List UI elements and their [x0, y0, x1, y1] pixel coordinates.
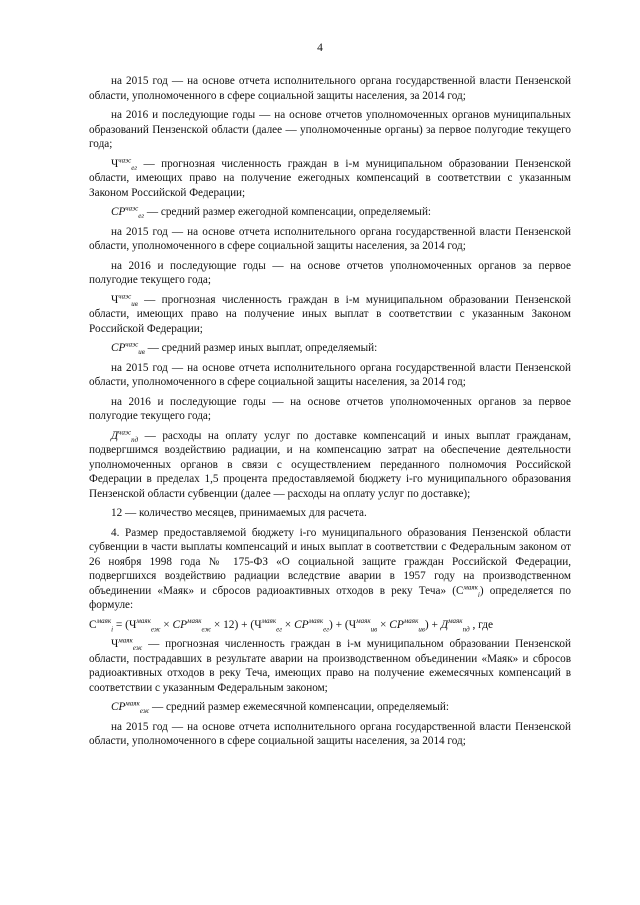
symbol-cp-ezh: $СР^{маяк}_{еж}$ [111, 699, 150, 716]
paragraph: на 2015 год — на основе отчета исполнительного органа государственной власти Пензенской области, уполномоченного в сфере социальной защиты населения, за 2014 год; [89, 361, 571, 388]
paragraph: на 2016 и последующие годы — на основе отчетов уполномоченных органов за первое полугодие текущего года; [89, 259, 571, 286]
symbol-cp-iv: $СР^{чаэс}_{ив}$ [111, 340, 145, 357]
paragraph-d-pd: $Д^{чаэс}_{пд}$ — расходы на оплату услуг по доставке компенсаций и иных выплат гражданам, подвергшимся воздействию радиации, и на компенсацию затрат на обеспечение деятельности уполномоченных органов в связи с осуществлением переданного полномочия Российской Федерации в пределах 1,5 процента предоставляемой бюджету i-го муниципального образования Пензенской области субвенции (далее — расходы на оплату услуг по доставке); [89, 427, 572, 500]
paragraph-cp-eg: $СР^{чаэс}_{ег}$ — средний размер ежегодной компенсации, определяемый: [111, 204, 432, 221]
page-number: 4 [317, 42, 323, 54]
paragraph-cp-ezh: $СР^{маяк}_{еж}$ — средний размер ежемесячной компенсации, определяемый: [111, 699, 449, 716]
paragraph-ch-ezh: $Ч^{маяк}_{еж}$ — прогнозная численность граждан в i-м муниципальном образовании Пензенской области, пострадавших в результате аварии на производственном объединении «Маяк» и сбросов радиоактивных отходов в реку Теча, имеющих право на получение ежемесячных компенсаций в соответствии с указанным Федеральным законом; [89, 636, 571, 694]
paragraph-ch-eg: $Ч^{чаэс}_{ег}$ — прогнозная численность граждан в i-м муниципальном образовании Пензенской области, имеющих право на получение ежегодных компенсаций в соответствии с указанным Законом Российской Федерации; [89, 155, 571, 199]
paragraph-cp-iv: $СР^{чаэс}_{ив}$ — средний размер иных выплат, определяемый: [111, 340, 378, 357]
symbol-ch-ezh: $Ч^{маяк}_{еж}$ [111, 636, 143, 653]
symbol-cp-eg: $СР^{чаэс}_{ег}$ [111, 204, 145, 221]
paragraph-item-4: 4. Размер предоставляемой бюджету i-го муниципального образования Пензенской области субвенции в части выплаты компенсаций и иных выплат в соответствии с Федеральным законом от 26 ноября 1998 года № 175-ФЗ «О социальной защите граждан Российской Федерации, подвергшихся воздействию радиации вследствие аварии в 1957 году на производственном объединении «Маяк» и сбросов радиоактивных отходов в реку Теча» $(С^{маяк}_i)$ определяется по формуле: [89, 526, 571, 611]
document-body [89, 74, 571, 754]
paragraph: на 2015 год — на основе отчета исполнительного органа государственной власти Пензенской области, уполномоченного в сфере социальной защиты населения, за 2014 год; [89, 75, 571, 102]
symbol-ch-iv: $Ч^{чаэс}_{ив}$ [111, 291, 138, 308]
paragraph: на 2016 и последующие годы — на основе отчетов уполномоченных органов за первое полугодие текущего года; [89, 395, 571, 422]
paragraph: на 2015 год — на основе отчета исполнительного органа государственной власти Пензенской области, уполномоченного в сфере социальной защиты населения, за 2014 год; [89, 720, 571, 747]
paragraph-ch-iv: $Ч^{чаэс}_{ив}$ — прогнозная численность граждан в i-м муниципальном образовании Пензенской области, имеющих право на получение иных выплат в соответствии с указанным Законом Российской Федерации; [89, 291, 571, 335]
symbol-c-i: $С^{маяк}_i$ [455, 582, 480, 599]
paragraph: на 2016 и последующие годы — на основе отчетов уполномоченных органов муниципальных образований Пензенской области (далее — уполномоченные органы) за первое полугодие текущего года; [89, 109, 571, 150]
symbol-ch-eg: $Ч^{чаэс}_{ег}$ [111, 155, 138, 172]
paragraph: 12 — количество месяцев, принимаемых для расчета. [111, 507, 367, 519]
symbol-d-pd: $Д^{чаэс}_{пд}$ [111, 427, 139, 444]
paragraph: на 2015 год — на основе отчета исполнительного органа государственной власти Пензенской области, уполномоченного в сфере социальной защиты населения, за 2014 год; [89, 225, 571, 252]
formula: $С^{маяк}_i = (Ч^{маяк}_{еж} \times СР^{маяк}_{еж} \times 12) + (Ч^{маяк}_{ег} \times СР^{маяк}_{ег}) + (Ч^{маяк}_{ив} \times СР^{маяк}_{ив}) + Д^{маяк}_{пд}$ , где [89, 616, 494, 633]
